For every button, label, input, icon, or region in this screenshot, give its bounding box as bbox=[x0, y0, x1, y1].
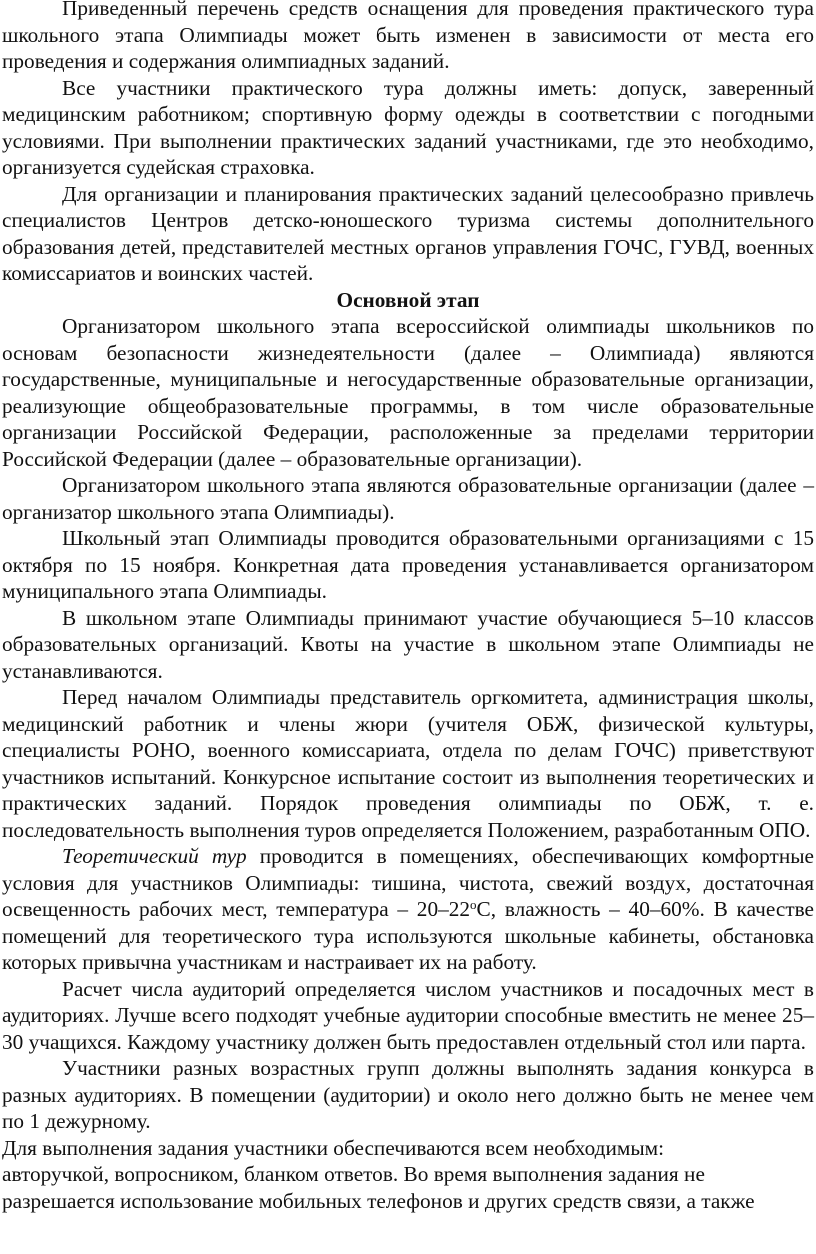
line-supplies-list: авторучкой, вопросником, бланком ответов. Во время выполнения задания не bbox=[2, 1162, 705, 1186]
paragraph-age-groups: Участники разных возрастных групп должны выполнять задания конкурса в разных аудиториях. В помещении (аудитории) и около него должно быть не менее чем по 1 дежурному. bbox=[2, 1056, 814, 1133]
line-supplies: Для выполнения задания участники обеспечиваются всем необходимым: bbox=[2, 1135, 665, 1160]
paragraph-equipment-list: Приведенный перечень средств оснащения для проведения практического тура школьного этапа Олимпиады может быть изменен в зависимости от места его проведения и содержания олимпиадных заданий. bbox=[2, 0, 814, 73]
section-heading-main-stage: Основной этап bbox=[336, 287, 480, 312]
theory-text-after-degree: С, влажность – 40–60%. В качестве помещений для теоретического тура используются школьные кабинеты, обстановка которых привычна участникам и настраивает их на работу. bbox=[2, 897, 815, 974]
degree-mark: о bbox=[470, 897, 477, 912]
paragraph-theory-tour bbox=[2, 843, 814, 976]
paragraph-organizer: Организатором школьного этапа всероссийской олимпиады школьников по основам безопасности жизнедеятельности (далее – Олимпиада) являются государственные, муниципальные и негосударственные образовательные организации, реализующие общеобразовательные программы, в том числе образовательные организации Российской Федерации, расположенные за пределами территории Российской Федерации (далее – образовательные организации). bbox=[2, 314, 814, 471]
paragraph-specialists: Для организации и планирования практических заданий целесообразно привлечь специалистов Центров детско-юношеского туризма системы дополнительного образования детей, представителей местных органов управления ГОЧС, ГУВД, военных комиссариатов и воинских частей. bbox=[2, 181, 814, 285]
theory-text-before-degree: проводится в помещениях, обеспечивающих комфортные условия для участников Олимпиады: тишина, чистота, свежий воздух, достаточная освещенность рабочих мест, температура – 20–22 bbox=[2, 844, 814, 921]
paragraph-auditoriums: Расчет числа аудиторий определяется числом участников и посадочных мест в аудиториях. Лучше всего подходят учебные аудитории способные вместить не менее 25–30 учащихся. Каждому участнику должен быть предоставлен отдельный стол или парта. bbox=[2, 976, 814, 1054]
paragraph-dates: Школьный этап Олимпиады проводится образовательными организациями с 15 октября по 15 ноября. Конкретная дата проведения устанавливается организатором муниципального этапа Олимпиады. bbox=[2, 526, 814, 603]
paragraph-participants: В школьном этапе Олимпиады принимают участие обучающиеся 5–10 классов образовательных организаций. Квоты на участие в школьном этапе Олимпиады не устанавливаются. bbox=[2, 605, 814, 683]
theory-tour-lead: Теоретический тур bbox=[62, 844, 247, 868]
paragraph-school-stage-organizer: Организатором школьного этапа являются образовательные организации (далее – организатор школьного этапа Олимпиады). bbox=[2, 473, 814, 524]
paragraph-opening: Перед началом Олимпиады представитель оргкомитета, администрация школы, медицинский работник и члены жюри (учителя ОБЖ, физической культуры, специалисты РОНО, военного комиссариата, отдела по делам ГОЧС) приветствуют участников испытаний. Конкурсное испытание состоит из выполнения теоретических и практических заданий. Порядок проведения олимпиады по ОБЖ, т. е. последовательность выполнения туров определяется Положением, разработанным ОПО. bbox=[2, 685, 814, 842]
line-phones: разрешается использование мобильных телефонов и других средств связи, а также bbox=[2, 1188, 755, 1213]
paragraph-participant-requirements: Все участники практического тура должны иметь: допуск, заверенный медицинским работником; спортивную форму одежды в соответствии с погодными условиями. При выполнении практических заданий участниками, где это необходимо, организуется судейская страховка. bbox=[2, 75, 814, 179]
